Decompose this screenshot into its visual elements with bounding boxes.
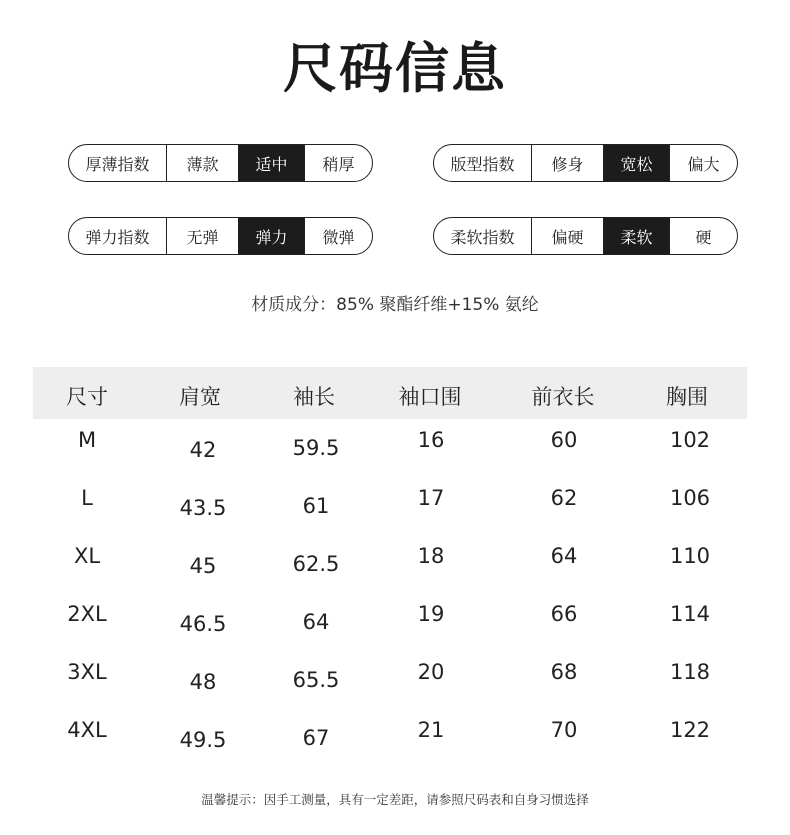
cell-front-length: 62	[550, 486, 578, 510]
fit-index-label: 版型指数	[450, 154, 515, 174]
cell-shoulder: 48	[189, 670, 217, 694]
fit-option-slim: 修身	[531, 145, 603, 181]
cell-front-length: 64	[550, 544, 578, 568]
thickness-option-thick: 稍厚	[304, 145, 372, 181]
cell-cuff: 18	[417, 544, 445, 568]
fit-index-bar	[433, 144, 738, 182]
softness-option-soft-selected: 柔软	[603, 218, 669, 254]
fit-option-oversized: 偏大	[669, 145, 737, 181]
thickness-index-bar	[68, 144, 373, 182]
softness-option-hard: 硬	[669, 218, 737, 254]
cell-chest: 106	[669, 486, 711, 510]
elasticity-index-label: 弹力指数	[85, 227, 150, 247]
cell-shoulder: 45	[189, 554, 217, 578]
cell-shoulder: 43.5	[179, 496, 227, 520]
header-chest: 胸围	[666, 385, 708, 409]
cell-size: M	[77, 428, 97, 452]
cell-size: XL	[73, 544, 101, 568]
header-shoulder: 肩宽	[179, 385, 221, 409]
elasticity-option-stretch-selected: 弹力	[238, 218, 304, 254]
cell-sleeve: 65.5	[292, 668, 340, 692]
material-composition: 材质成分：85% 聚酯纤维+15% 氨纶	[251, 295, 539, 315]
thickness-option-thin: 薄款	[166, 145, 238, 181]
page-title: 尺码信息	[283, 37, 507, 100]
header-front-length: 前衣长	[531, 385, 595, 409]
cell-sleeve: 67	[302, 726, 330, 750]
cell-sleeve: 61	[302, 494, 330, 518]
cell-size: 2XL	[67, 602, 107, 626]
cell-front-length: 66	[550, 602, 578, 626]
cell-chest: 114	[669, 602, 711, 626]
softness-index-label: 柔软指数	[450, 227, 515, 247]
softness-index-bar	[433, 217, 738, 255]
softness-option-stiffish: 偏硬	[531, 218, 603, 254]
cell-chest: 118	[669, 660, 711, 684]
cell-shoulder: 49.5	[179, 728, 227, 752]
cell-size: 3XL	[67, 660, 107, 684]
elasticity-index-bar	[68, 217, 373, 255]
fit-option-loose-selected: 宽松	[603, 145, 669, 181]
elasticity-option-none: 无弹	[166, 218, 238, 254]
elasticity-option-slight: 微弹	[304, 218, 372, 254]
cell-front-length: 68	[550, 660, 578, 684]
cell-cuff: 16	[417, 428, 445, 452]
cell-shoulder: 46.5	[179, 612, 227, 636]
cell-cuff: 17	[417, 486, 445, 510]
cell-size: 4XL	[67, 718, 107, 742]
cell-sleeve: 59.5	[292, 436, 340, 460]
size-table-header	[33, 367, 747, 419]
cell-sleeve: 62.5	[292, 552, 340, 576]
thickness-option-medium-selected: 适中	[238, 145, 304, 181]
cell-front-length: 60	[550, 428, 578, 452]
header-size: 尺寸	[66, 385, 108, 409]
cell-front-length: 70	[550, 718, 578, 742]
measurement-tip: 温馨提示：因手工测量，具有一定差距，请参照尺码表和自身习惯选择	[201, 792, 589, 807]
cell-sleeve: 64	[302, 610, 330, 634]
cell-size: L	[81, 486, 93, 510]
cell-chest: 110	[669, 544, 711, 568]
cell-shoulder: 42	[189, 438, 217, 462]
cell-cuff: 20	[417, 660, 445, 684]
cell-chest: 102	[669, 428, 711, 452]
header-sleeve-length: 袖长	[293, 385, 335, 409]
cell-cuff: 19	[417, 602, 445, 626]
thickness-index-label: 厚薄指数	[85, 154, 150, 174]
header-cuff: 袖口围	[398, 385, 462, 409]
cell-chest: 122	[669, 718, 711, 742]
cell-cuff: 21	[417, 718, 445, 742]
